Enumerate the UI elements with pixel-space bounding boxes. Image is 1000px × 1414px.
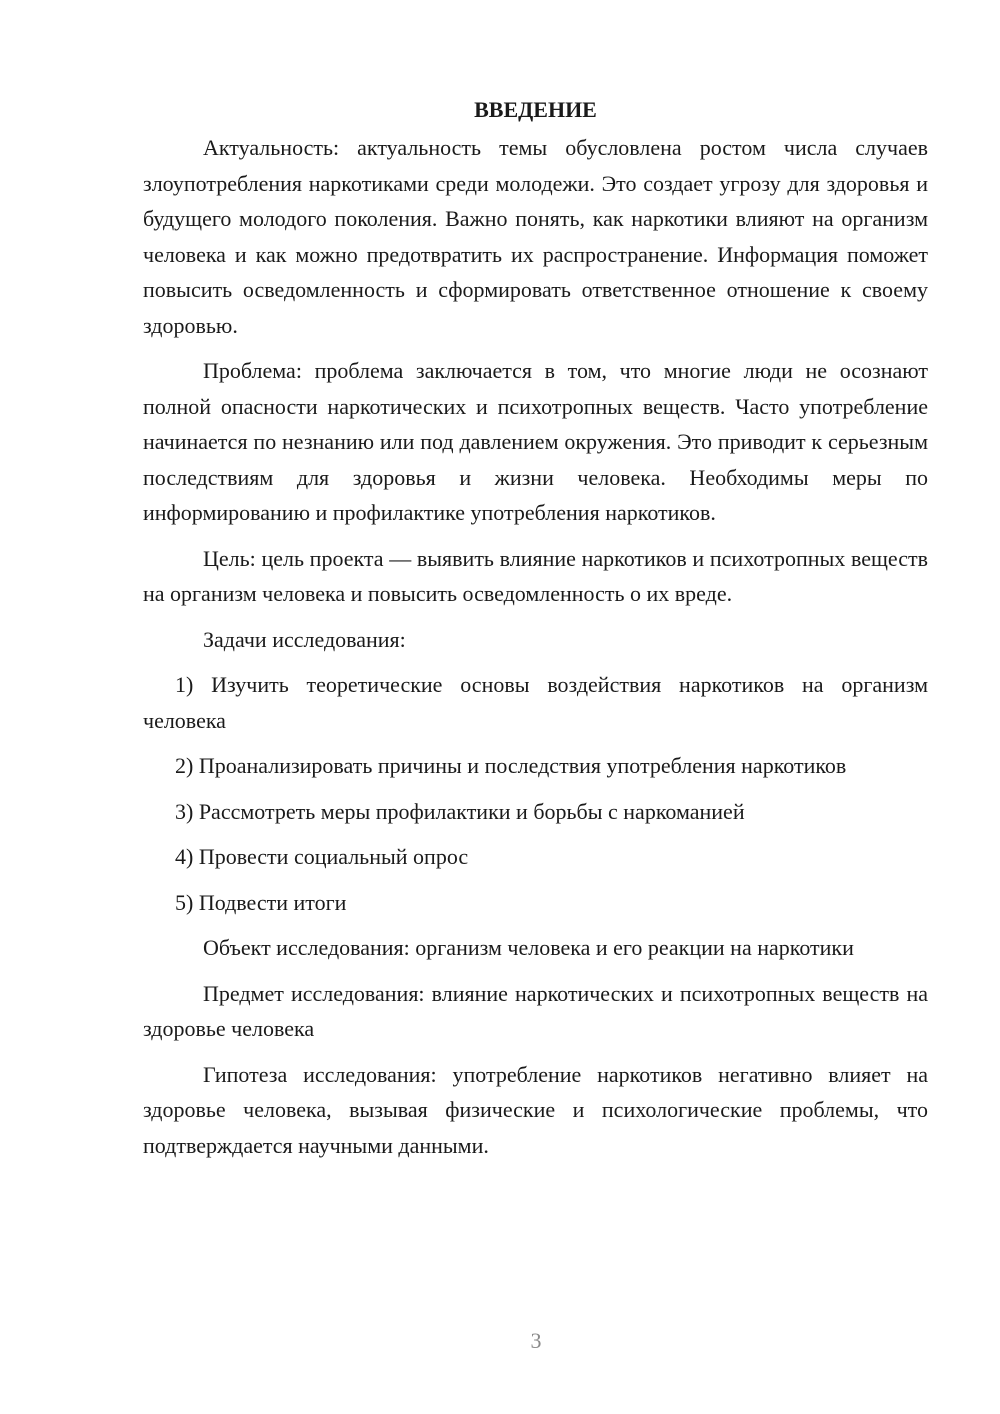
task-item-4: 4) Провести социальный опрос [175, 844, 469, 869]
tasks-heading: Задачи исследования: [203, 626, 406, 652]
hypothesis-paragraph: Гипотеза исследования: употребление наркотиков негативно влияет на здоровье человека, вызывая физические и психологические проблемы, что подтверждается научными данными. [143, 1061, 928, 1158]
task-item-3: 3) Рассмотреть меры профилактики и борьбы с наркоманией [175, 798, 745, 824]
task-item-1: 1) Изучить теоретические основы воздействия наркотиков на организм человека [143, 672, 928, 733]
problem-paragraph: Проблема: проблема заключается в том, что многие люди не осознают полной опасности наркотических и психотропных веществ. Часто употребление начинается по незнанию или под давлением окружения. Это приводит к серьезным последствиям для здоровья и жизни человека. Необходимы меры по информированию и профилактике употребления наркотиков. [143, 358, 928, 525]
subject-paragraph: Предмет исследования: влияние наркотических и психотропных веществ на здоровье человека [143, 980, 928, 1041]
document-title: ВВЕДЕНИЕ [474, 97, 597, 122]
task-item-5: 5) Подвести итоги [175, 889, 347, 915]
task-item-2: 2) Проанализировать причины и последствия употребления наркотиков [175, 753, 847, 778]
document-page [143, 92, 928, 1163]
relevance-paragraph: Актуальность: актуальность темы обусловлена ростом числа случаев злоупотребления наркотиками среди молодежи. Это создает угрозу для здоровья и будущего молодого поколения. Важно понять, как наркотики влияют на организм человека и как можно предотвратить их распространение. Информация поможет повысить осведомленность и сформировать ответственное отношение к своему здоровью. [143, 135, 928, 338]
goal-paragraph: Цель: цель проекта — выявить влияние наркотиков и психотропных веществ на организм человека и повысить осведомленность о их вреде. [143, 545, 928, 606]
object-paragraph: Объект исследования: организм человека и его реакции на наркотики [203, 935, 854, 960]
page-number: 3 [530, 1328, 542, 1353]
